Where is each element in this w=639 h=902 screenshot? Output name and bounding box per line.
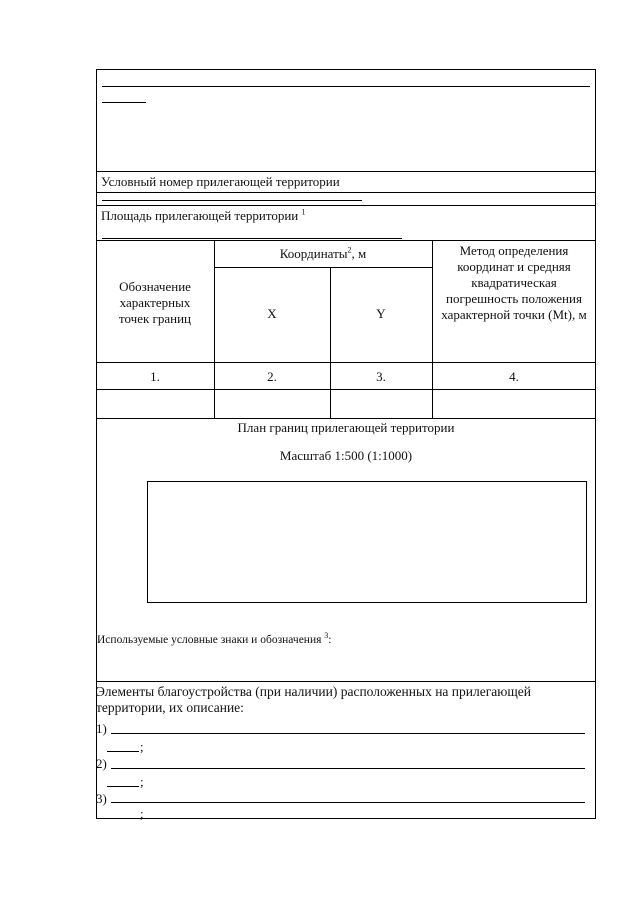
divider: [96, 681, 596, 682]
col-number-2: 2.: [267, 369, 277, 384]
divider: [96, 171, 596, 172]
area-footnote: 1: [301, 207, 306, 217]
elements-item-2-line: [111, 768, 585, 769]
col-x-header: X: [267, 306, 277, 321]
conditional-number-underline: [102, 200, 362, 201]
col-number-1: 1.: [150, 369, 160, 384]
divider: [96, 205, 596, 206]
elements-item-1-line: [111, 733, 585, 734]
elements-item-1-line-cont: [107, 751, 139, 752]
col-method-header: Метод определения координат и средняя квадратическая погрешность положения характерной точки (Mt), м: [441, 243, 587, 322]
coords-footnote: 2: [347, 245, 352, 255]
legend-label-text: Используемые условные знаки и обозначения: [97, 634, 322, 646]
top-short-underline: [102, 102, 146, 103]
area-underline: [102, 238, 402, 239]
elements-title: Элементы благоустройства (при наличии) расположенных на прилегающей территории, их описание:: [96, 684, 531, 715]
conditional-number-label: Условный номер прилегающей территории: [101, 174, 340, 189]
coords-unit: , м: [351, 246, 367, 261]
legend-footnote: 3: [324, 631, 329, 641]
coords-header: [214, 246, 432, 262]
plan-title: План границ прилегающей территории: [237, 420, 455, 435]
col-y-header: Y: [376, 306, 386, 321]
col-number-4: 4.: [509, 369, 519, 384]
legend-suffix: :: [328, 634, 332, 646]
col-points-header: Обозначение характерных точек границ: [118, 279, 192, 326]
elements-item-2-line-cont: [107, 786, 139, 787]
table-top-border: [96, 240, 596, 241]
elements-item-1-end: ;: [140, 739, 144, 754]
elements-item-2-num: 2): [96, 756, 107, 771]
plan-scale: Масштаб 1:500 (1:1000): [279, 448, 413, 463]
area-label-text: Площадь прилегающей территории: [101, 208, 299, 223]
elements-item-3-line-cont: [107, 818, 139, 819]
coords-header-text: Координаты: [279, 246, 348, 261]
elements-item-3-line: [111, 802, 585, 803]
coords-sub-border: [214, 267, 432, 268]
numbers-bottom-border: [96, 389, 596, 390]
elements-item-2-end: ;: [140, 774, 144, 789]
table-vline-3: [432, 240, 433, 418]
legend-label: [97, 632, 331, 648]
elements-item-1-num: 1): [96, 721, 107, 736]
plan-drawing-area: [147, 481, 587, 603]
col-number-3: 3.: [376, 369, 386, 384]
top-underline: [102, 86, 590, 87]
divider: [96, 192, 596, 193]
elements-item-3-num: 3): [96, 791, 107, 806]
elements-item-3-end: ;: [140, 806, 144, 821]
area-label: [101, 208, 306, 224]
table-vline-2: [330, 267, 331, 418]
header-bottom-border: [96, 362, 596, 363]
table-bottom-border: [96, 418, 596, 419]
